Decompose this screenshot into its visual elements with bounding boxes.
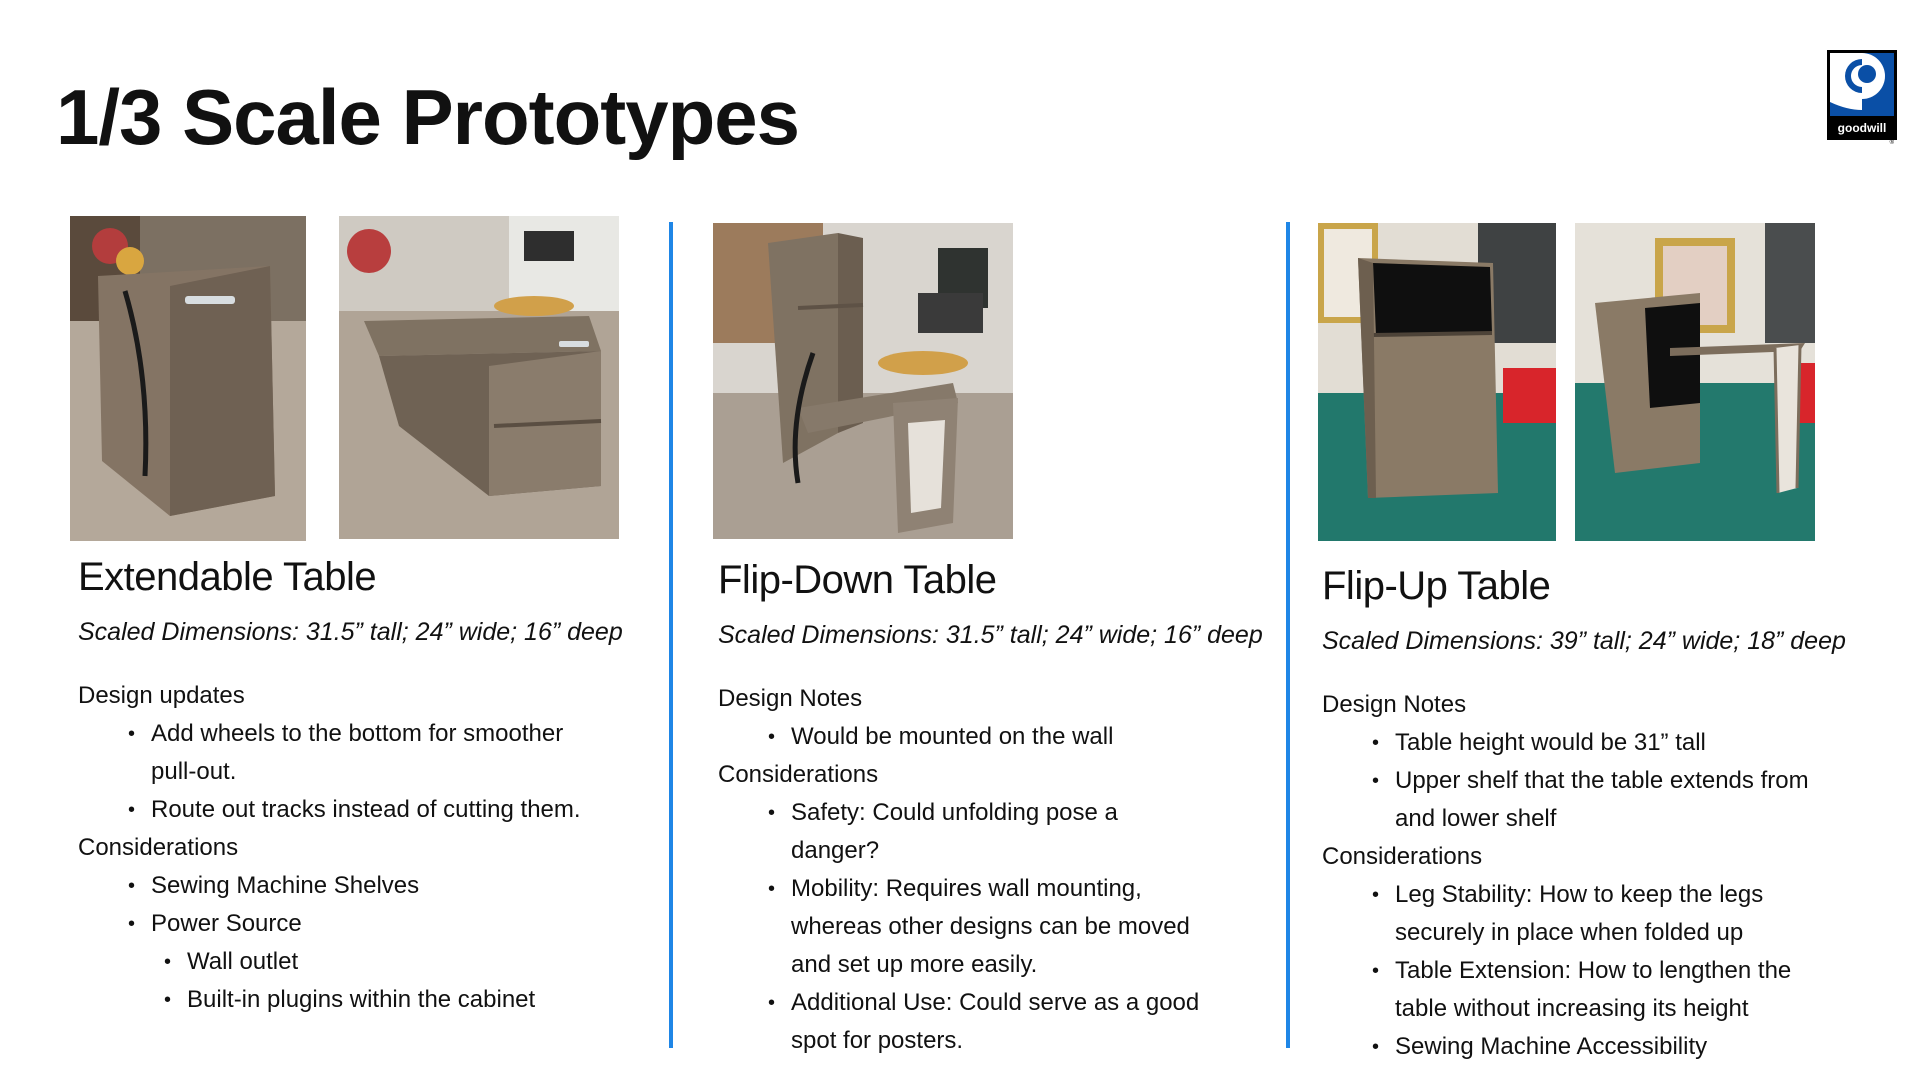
list-item: • Add wheels to the bottom for smoother pull-out. (78, 715, 571, 791)
slide-title: 1/3 Scale Prototypes (56, 73, 800, 161)
section-list (78, 715, 648, 829)
column-heading: Flip-Up Table (1322, 564, 1551, 608)
flip-down-table-photo (713, 223, 1013, 539)
goodwill-logo (1827, 50, 1897, 145)
list-item: • Leg Stability: How to keep the legs securely in place when folded up (1322, 876, 1795, 952)
section-title: Considerations (1322, 843, 1483, 870)
svg-text:®: ® (1889, 140, 1894, 145)
scaled-dimensions: Scaled Dimensions: 31.5” tall; 24” wide; 16” deep (78, 618, 623, 646)
list-item: • Route out tracks instead of cutting them. (78, 791, 648, 829)
column-heading: Extendable Table (78, 555, 377, 599)
section-list (1322, 876, 1902, 1066)
column-divider-1 (669, 222, 673, 1048)
list-item: • Sewing Machine Shelves (78, 867, 648, 905)
column-flip-down-table (718, 558, 1278, 1060)
column-heading: Flip-Down Table (718, 558, 997, 602)
section-title: Design Notes (1322, 691, 1467, 718)
column-extendable-table (78, 555, 648, 1019)
scaled-dimensions: Scaled Dimensions: 39” tall; 24” wide; 18” deep (1322, 627, 1846, 655)
section-title: Considerations (78, 834, 239, 861)
extendable-table-closed-photo (70, 216, 306, 541)
list-item: • Mobility: Requires wall mounting, whereas other designs can be moved and set up more easily. (718, 870, 1211, 984)
section-list (1322, 724, 1902, 838)
list-item: • Would be mounted on the wall (718, 718, 1278, 756)
section-list (78, 867, 648, 1019)
logo-text: goodwill (1837, 121, 1887, 135)
section-title: Design updates (78, 682, 245, 709)
list-item: • Safety: Could unfolding pose a danger? (718, 794, 1141, 870)
section-title: Considerations (718, 761, 879, 788)
scaled-dimensions: Scaled Dimensions: 31.5” tall; 24” wide; 16” deep (718, 621, 1263, 649)
section-list (718, 718, 1278, 756)
flip-up-table-closed-photo (1318, 223, 1556, 541)
flip-up-table-open-photo (1575, 223, 1815, 541)
section-title: Design Notes (718, 685, 863, 712)
list-item: • Power Source (78, 905, 648, 943)
list-item: • Table height would be 31” tall (1322, 724, 1902, 762)
section-list (718, 794, 1278, 1060)
column-flip-up-table (1322, 564, 1902, 1066)
list-item: • Table Extension: How to lengthen the table without increasing its height (1322, 952, 1825, 1028)
list-subitem: • Wall outlet (78, 943, 648, 981)
list-item: • Additional Use: Could serve as a good spot for posters. (718, 984, 1211, 1060)
list-subitem: • Built-in plugins within the cabinet (78, 981, 648, 1019)
column-divider-2 (1286, 222, 1290, 1048)
extendable-table-extended-photo (339, 216, 619, 539)
list-item: • Sewing Machine Accessibility (1322, 1028, 1902, 1066)
list-item: • Upper shelf that the table extends from and lower shelf (1322, 762, 1855, 838)
